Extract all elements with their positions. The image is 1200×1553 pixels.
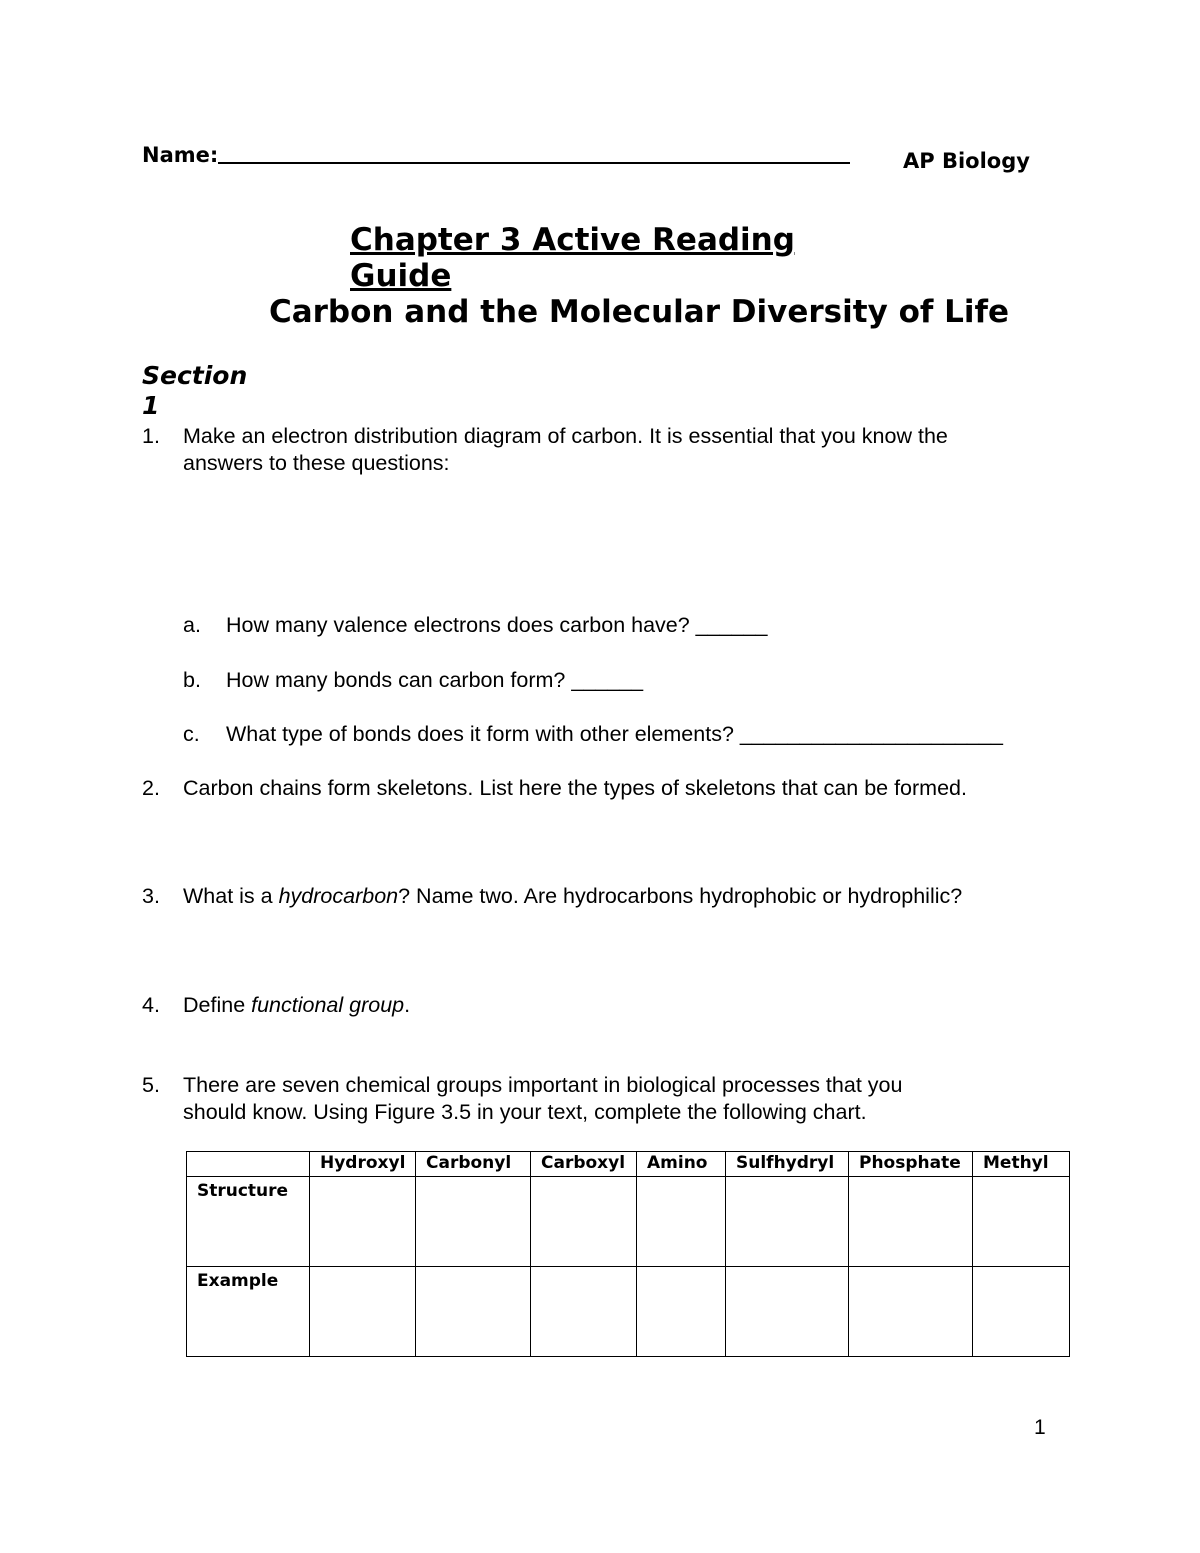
question-3-text-after: ? Name two. Are hydrocarbons hydrophobic or hydrophilic? (398, 884, 963, 908)
chart-header-sulfhydryl: Sulfhydryl (726, 1152, 849, 1177)
page-number: 1 (1034, 1416, 1046, 1439)
chart-cell-example-carbonyl[interactable] (416, 1267, 531, 1357)
chart-header-amino: Amino (637, 1152, 726, 1177)
page-title-line1: Chapter 3 Active Reading (350, 222, 795, 258)
chart-cell-example-methyl[interactable] (973, 1267, 1070, 1357)
chart-cell-structure-amino[interactable] (637, 1177, 726, 1267)
question-1b-letter: b. (183, 668, 201, 692)
chart-corner-cell (187, 1152, 310, 1177)
chart-cell-example-amino[interactable] (637, 1267, 726, 1357)
question-2-text: Carbon chains form skeletons. List here the types of skeletons that can be formed. (183, 776, 967, 800)
functional-groups-chart (186, 1151, 1070, 1357)
chart-header-carbonyl: Carbonyl (416, 1152, 531, 1177)
page-title-line2: Guide (350, 258, 452, 294)
name-label: Name: (142, 143, 219, 167)
page-subtitle: Carbon and the Molecular Diversity of Life (268, 294, 1010, 330)
question-4-term: functional group (251, 993, 405, 1017)
question-4-text-before: Define (183, 993, 252, 1017)
chart-header-hydroxyl: Hydroxyl (310, 1152, 416, 1177)
question-3-term: hydrocarbon (278, 884, 399, 908)
chart-header-methyl: Methyl (973, 1152, 1070, 1177)
chart-cell-structure-phosphate[interactable] (849, 1177, 973, 1267)
chart-cell-structure-carboxyl[interactable] (531, 1177, 637, 1267)
chart-row-example (187, 1267, 1070, 1357)
question-3-text-before: What is a (183, 884, 279, 908)
question-1-text-line2: answers to these questions: (183, 451, 450, 475)
chart-cell-structure-methyl[interactable] (973, 1177, 1070, 1267)
chart-row-label-example: Example (187, 1267, 310, 1357)
question-5-text-line1: There are seven chemical groups important in biological processes that you (183, 1073, 903, 1097)
chart-header-row (187, 1152, 1070, 1177)
question-1-text-line1: Make an electron distribution diagram of carbon. It is essential that you know the (183, 424, 948, 448)
section-number: 1 (142, 391, 160, 420)
question-1c-letter: c. (183, 722, 200, 746)
course-label: AP Biology (903, 149, 1030, 173)
question-5-number: 5. (142, 1073, 160, 1097)
section-heading: Section (142, 361, 248, 390)
question-3-text (183, 883, 962, 910)
chart-cell-structure-sulfhydryl[interactable] (726, 1177, 849, 1267)
chart-row-label-structure: Structure (187, 1177, 310, 1267)
question-1a-text: How many valence electrons does carbon have? ______ (226, 613, 768, 637)
question-1b-text: How many bonds can carbon form? ______ (226, 668, 644, 692)
question-3-number: 3. (142, 884, 160, 908)
question-1a-letter: a. (183, 613, 201, 637)
question-4-number: 4. (142, 993, 160, 1017)
chart-header-phosphate: Phosphate (849, 1152, 973, 1177)
chart-header-carboxyl: Carboxyl (531, 1152, 637, 1177)
chart-cell-example-carboxyl[interactable] (531, 1267, 637, 1357)
question-4-text-after: . (404, 993, 411, 1017)
question-2-number: 2. (142, 776, 160, 800)
chart-cell-example-phosphate[interactable] (849, 1267, 973, 1357)
question-1c-text: What type of bonds does it form with other elements? ______________________ (226, 722, 1003, 746)
question-1-number: 1. (142, 424, 160, 448)
chart-row-structure (187, 1177, 1070, 1267)
chart-cell-structure-hydroxyl[interactable] (310, 1177, 416, 1267)
question-5-text-line2: should know. Using Figure 3.5 in your text, complete the following chart. (183, 1100, 867, 1124)
chart-cell-example-sulfhydryl[interactable] (726, 1267, 849, 1357)
name-blank-line[interactable] (218, 162, 850, 164)
chart-cell-structure-carbonyl[interactable] (416, 1177, 531, 1267)
question-4-text (183, 992, 410, 1019)
chart-cell-example-hydroxyl[interactable] (310, 1267, 416, 1357)
